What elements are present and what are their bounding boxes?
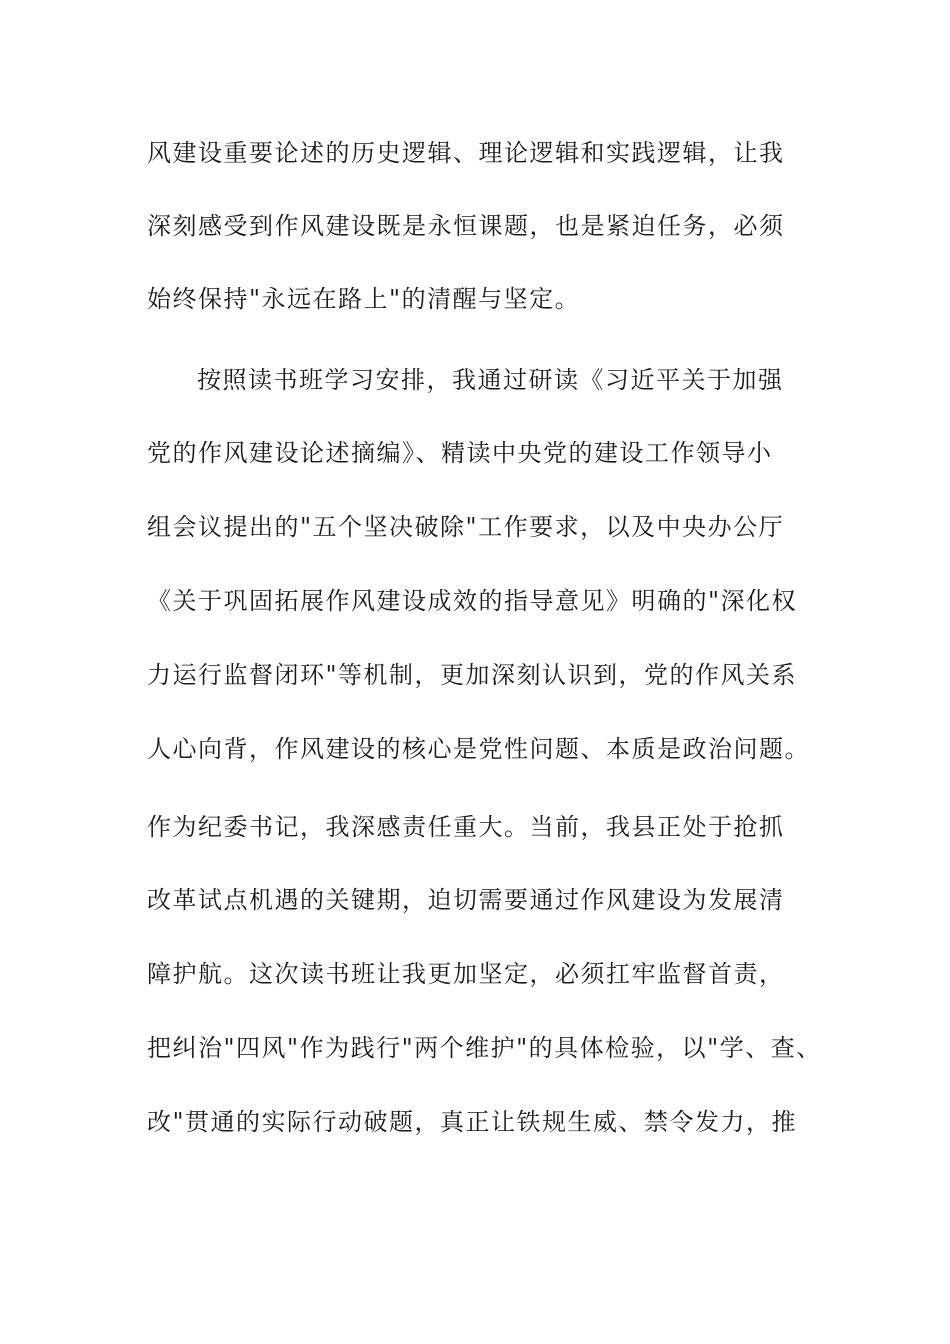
text-line: 始终保持"永远在路上"的清醒与坚定。 (147, 285, 581, 313)
text-line: 党的作风建设论述摘编》、精读中央党的建设工作领导小 (147, 439, 773, 467)
text-line: 把纠治"四风"作为践行"两个维护"的具体检验，以"学、查、 (147, 1034, 822, 1062)
text-line: 障护航。这次读书班让我更加坚定，必须扛牢监督首责， (147, 960, 785, 988)
paragraph-first-line: 按照读书班学习安排，我通过研读《习近平关于加强 (197, 366, 784, 394)
text-line: 风建设重要论述的历史逻辑、理论逻辑和实践逻辑，让我 (147, 139, 785, 167)
text-line: 改革试点机遇的关键期，迫切需要通过作风建设为发展清 (147, 886, 785, 914)
text-line: 力运行监督闭环"等机制，更加深刻认识到，党的作风关系 (147, 661, 798, 689)
text-line: 作为纪委书记，我深感责任重大。当前，我县正处于抢抓 (147, 813, 785, 841)
text-line: 深刻感受到作风建设既是永恒课题，也是紧迫任务，必须 (147, 212, 785, 240)
text-line: 改"贯通的实际行动破题，真正让铁规生威、禁令发力，推 (147, 1108, 798, 1136)
text-line: 组会议提出的"五个坚决破除"工作要求，以及中央办公厅 (147, 513, 785, 541)
text-line: 人心向背，作风建设的核心是党性问题、本质是政治问题。 (147, 735, 810, 763)
text-line: 《关于巩固拓展作风建设成效的指导意见》明确的"深化权 (147, 587, 798, 615)
